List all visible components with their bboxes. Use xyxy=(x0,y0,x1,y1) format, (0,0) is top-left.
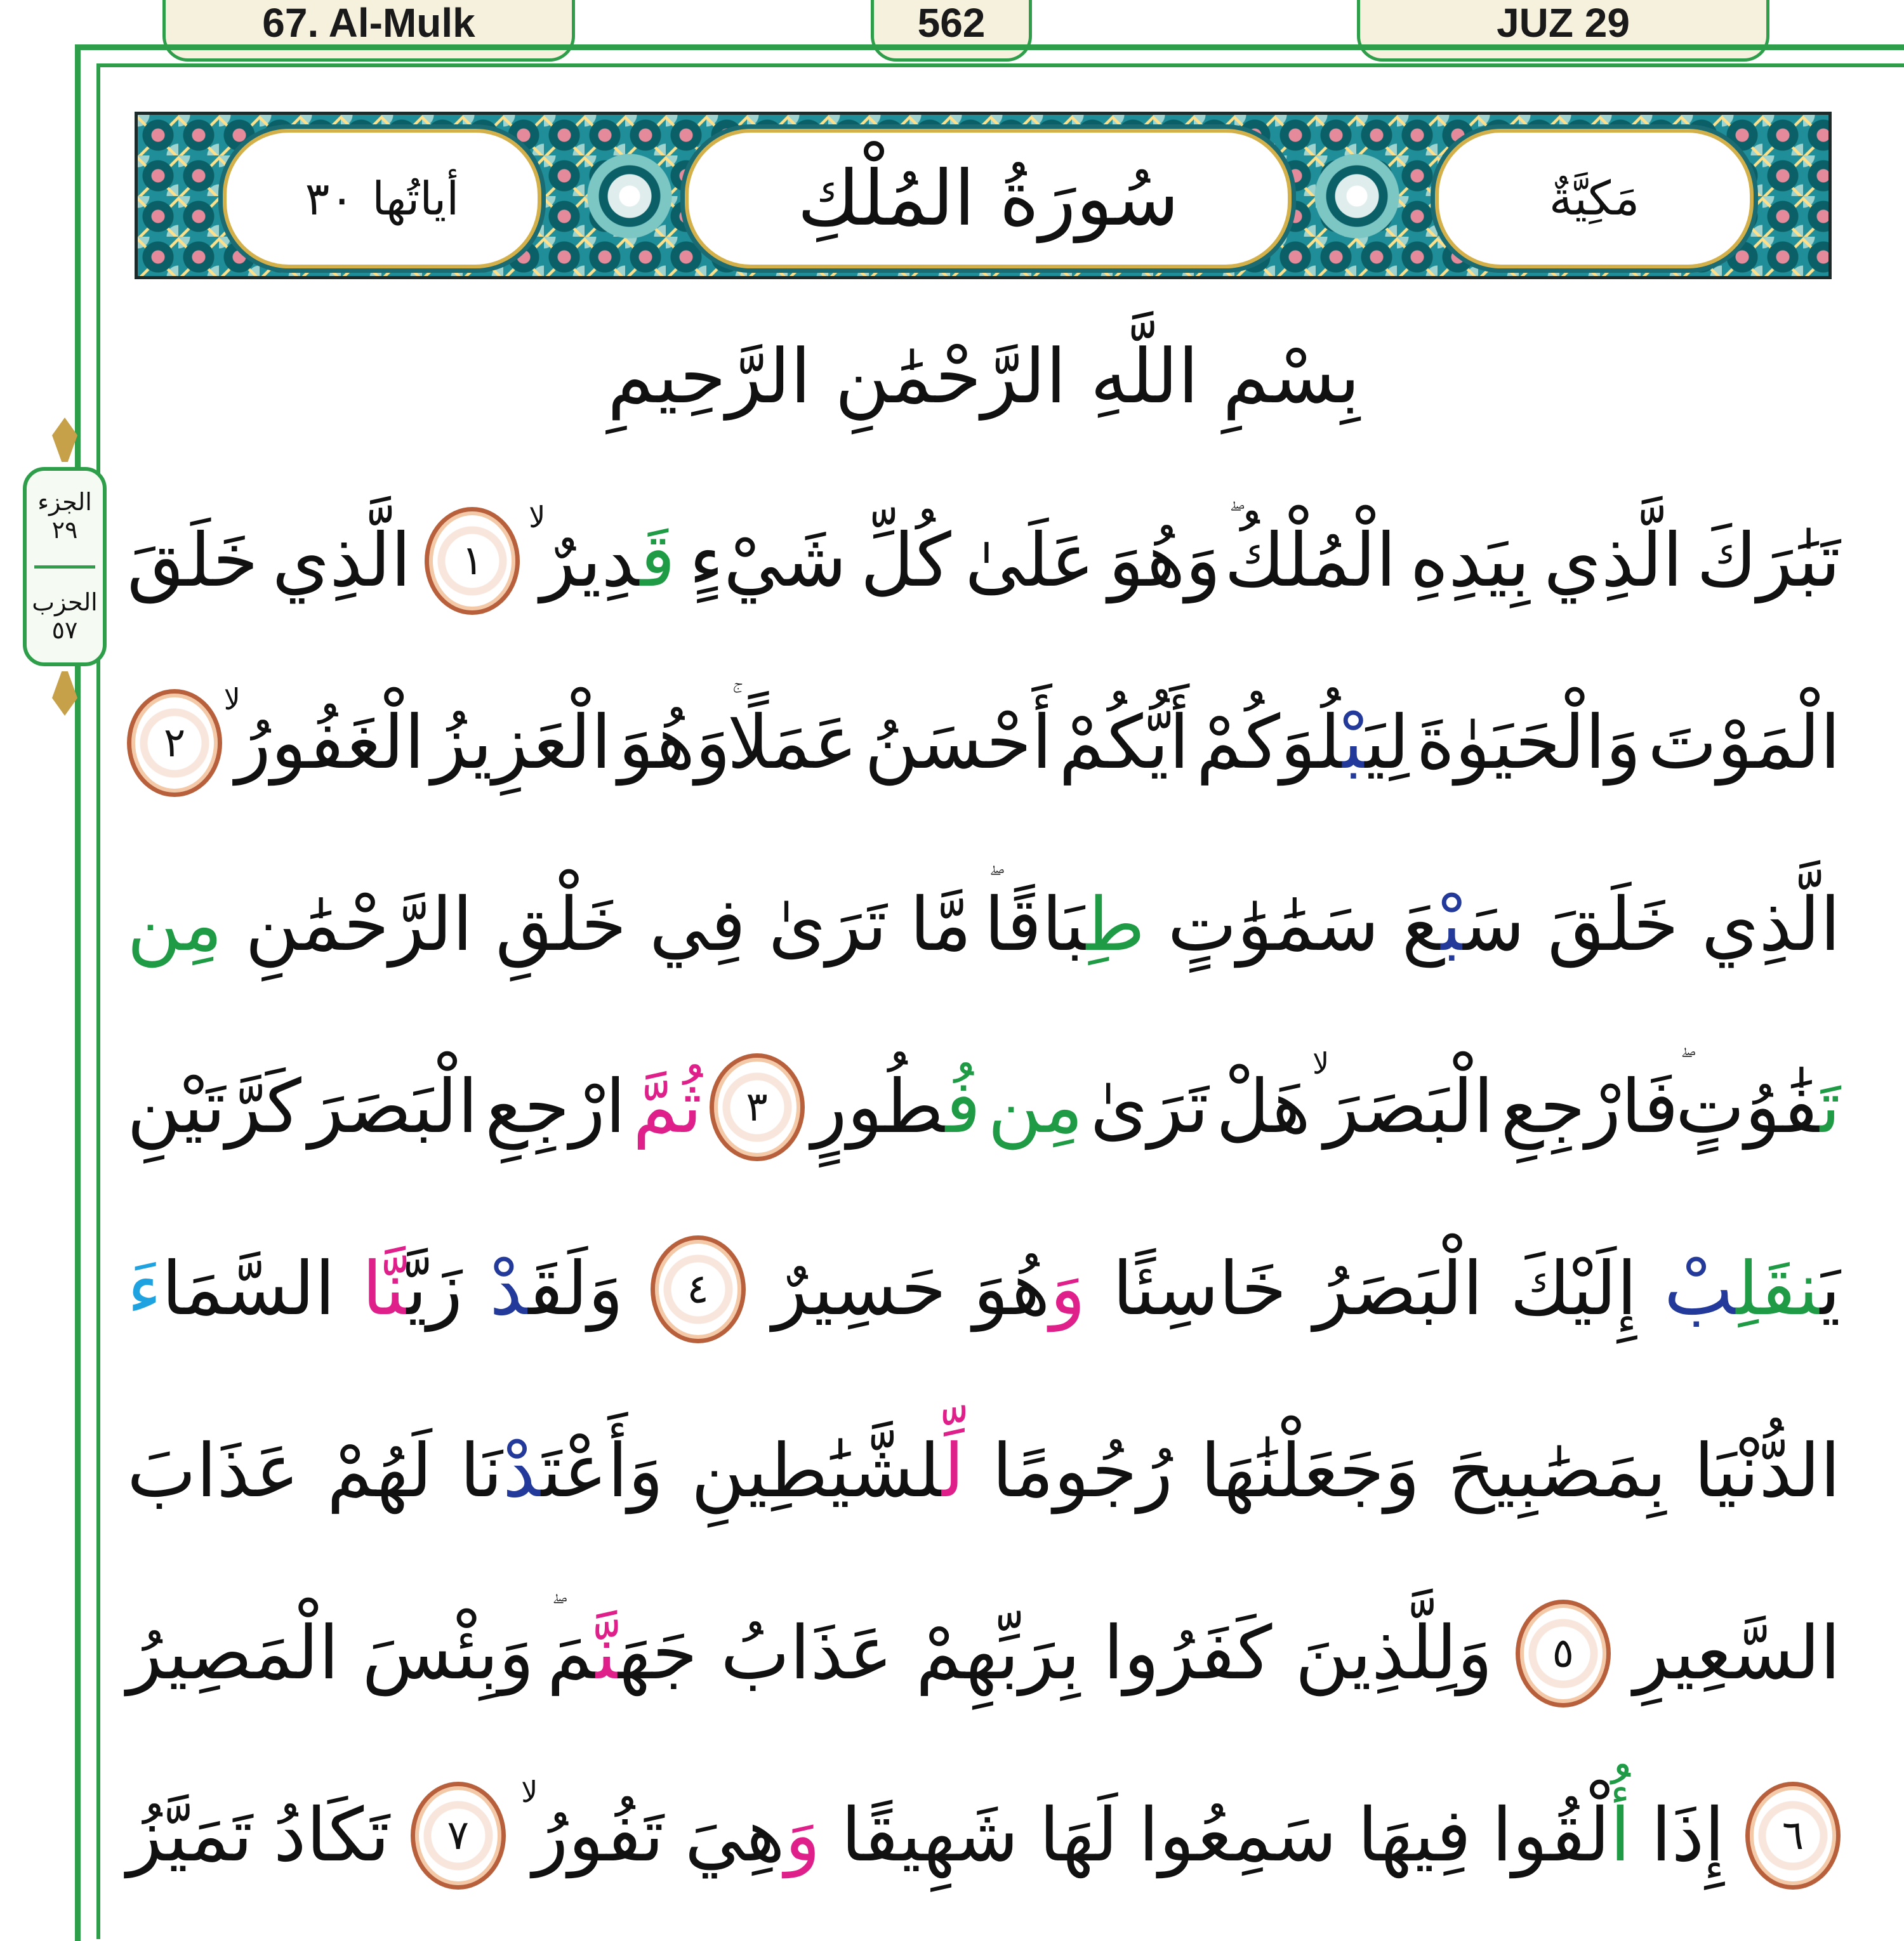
word: الْبَصَرَ xyxy=(308,1064,479,1150)
ayah-number-marker: ٢ xyxy=(127,689,222,797)
verse-line-5 xyxy=(127,1198,1841,1380)
basmala: بِسْمِ اللَّهِ الرَّحْمَٰنِ الرَّحِيمِ xyxy=(607,332,1360,420)
word: لِّلشَّيَٰطِينِ xyxy=(691,1428,965,1514)
word: تَكَادُ xyxy=(273,1793,390,1878)
word: مِن xyxy=(988,1064,1083,1150)
banner-medallion-right-icon xyxy=(1309,145,1405,247)
verse-line-7 xyxy=(127,1562,1841,1744)
pause-mark: لا xyxy=(1312,1046,1330,1081)
word: السَّعِيرِ xyxy=(1633,1610,1841,1696)
side-juz-label: الجزء xyxy=(37,488,92,517)
word: لَهُمْ xyxy=(326,1428,432,1514)
word: وَلِلَّذِينَ xyxy=(1295,1610,1493,1696)
surah-banner xyxy=(135,112,1832,279)
side-juz-number: ٢٩ xyxy=(51,516,78,544)
word: طِبَاقًا xyxy=(984,882,1146,968)
word: وَالْحَيَوٰةَ xyxy=(1416,700,1641,786)
word: شَهِيقًا xyxy=(841,1793,1019,1878)
revelation-type-label: مَكِيَّةٌ xyxy=(1549,171,1640,226)
word: بِيَدِهِ xyxy=(1410,518,1530,603)
word: إِذَا xyxy=(1651,1793,1725,1878)
word: أَيُّكُمْ xyxy=(1059,700,1190,786)
word: الْبَصَرُ xyxy=(1313,1246,1483,1332)
word: رُجُومًا xyxy=(991,1428,1173,1514)
word: وَلَقَدْ xyxy=(489,1246,624,1332)
word: سَمَٰوَٰتٍ xyxy=(1167,882,1380,968)
ayah-number-marker: ٥ xyxy=(1516,1600,1611,1707)
word: مَّا xyxy=(909,882,972,968)
word: بِرَبِّهِمْ xyxy=(915,1610,1081,1696)
word: جَهَنَّمَ xyxy=(546,1610,698,1696)
side-hizb-label: الحزب xyxy=(32,588,98,617)
word: الدُّنْيَا xyxy=(1693,1428,1841,1514)
word: تَبَٰرَكَ xyxy=(1696,518,1841,603)
ornament-bottom-icon xyxy=(52,671,77,716)
pause-mark: لا xyxy=(521,1775,538,1809)
word: تَفَٰوُتٍ xyxy=(1675,1064,1841,1150)
ayah-number-marker: ٧ xyxy=(411,1782,506,1890)
ayat-count-cartouche xyxy=(223,129,541,268)
word: الرَّحْمَٰنِ xyxy=(245,882,473,968)
word: هَلْ xyxy=(1215,1064,1311,1150)
word: ثُمَّ xyxy=(632,1064,703,1150)
word: فُطُورٍ xyxy=(811,1064,981,1150)
word: السَّمَاءَ xyxy=(127,1246,336,1332)
word: عَذَابُ xyxy=(720,1610,893,1696)
verse-line-1 xyxy=(127,470,1841,652)
ornament-top-icon xyxy=(52,418,77,462)
word: خَلَقَ xyxy=(127,518,258,603)
word: سَبْعَ xyxy=(1401,882,1525,968)
word: قَدِيرٌ$^{لا}$ xyxy=(529,500,675,603)
ayah-number-marker: ١ xyxy=(425,507,520,615)
surah-title: سُورَةُ المُلْكِ xyxy=(797,154,1179,243)
word: عَذَابَ xyxy=(127,1428,300,1514)
word: لَهَا xyxy=(1039,1793,1118,1878)
pause-mark: لا xyxy=(529,500,546,534)
banner-medallion-left-icon xyxy=(582,145,677,247)
word: الْمَصِيرُ xyxy=(127,1610,340,1696)
word: عَلَىٰ xyxy=(965,518,1095,603)
ayah-number-marker: ٦ xyxy=(1745,1782,1841,1890)
surah-title-cartouche xyxy=(685,129,1292,268)
word: الْغَفُورُ$^{لا}$ xyxy=(223,682,425,786)
side-divider xyxy=(34,565,95,569)
verse-line-4 xyxy=(127,1016,1841,1198)
word: كَفَرُوا xyxy=(1103,1610,1273,1696)
verse-line-6 xyxy=(127,1380,1841,1562)
word: سَمِعُوا xyxy=(1138,1793,1337,1878)
word: لِيَبْلُوَكُمْ xyxy=(1196,700,1410,786)
juz-hizb-box xyxy=(23,467,107,666)
word: تَمَيَّزُ xyxy=(127,1793,253,1878)
word: عَمَلًا xyxy=(727,700,858,786)
pause-mark: لا xyxy=(223,682,241,716)
word: كَرَّتَيْنِ xyxy=(127,1064,301,1150)
word: وَبِئْسَ xyxy=(362,1610,534,1696)
word: أَحْسَنُ xyxy=(864,700,1052,786)
verse-line-2 xyxy=(127,652,1841,834)
word: فِي xyxy=(649,882,746,968)
word: وَهُوَ xyxy=(1108,518,1221,603)
juz-hizb-marker xyxy=(18,418,112,716)
word: الْمَوْتَ xyxy=(1648,700,1841,786)
word: الَّذِي xyxy=(1701,882,1841,968)
word: ارْجِعِ xyxy=(485,1064,626,1150)
verse-line-8 xyxy=(127,1744,1841,1926)
word: يَنقَلِبْ xyxy=(1663,1246,1841,1332)
juz-label: JUZ 29 xyxy=(1497,0,1630,46)
word: الْعَزِيزُ xyxy=(431,700,612,786)
verse-line-3 xyxy=(127,834,1841,1016)
word: حَسِيرٌ xyxy=(772,1246,947,1332)
page-number-label: 562 xyxy=(917,0,986,46)
word: تَرَىٰ xyxy=(768,882,887,968)
word: وَهُوَ xyxy=(618,700,731,786)
word: كُلِّ xyxy=(860,518,951,603)
side-hizb-number: ٥٧ xyxy=(51,615,78,644)
word: فَارْجِعِ xyxy=(1500,1064,1679,1150)
ayah-number-marker: ٤ xyxy=(651,1235,746,1343)
ayat-count: ٣٠ xyxy=(305,172,355,225)
word: إِلَيْكَ xyxy=(1510,1246,1637,1332)
word: أُلْقُوا xyxy=(1491,1793,1630,1878)
word: وَهُوَ xyxy=(973,1246,1086,1332)
word: تَفُورُ$^{لا}$ xyxy=(521,1775,664,1878)
word: خَلْقِ xyxy=(495,882,627,968)
word: الَّذِي xyxy=(272,518,411,603)
word: الْمُلْكُ xyxy=(1224,518,1396,603)
word: بِمَصَٰبِيحَ xyxy=(1447,1428,1667,1514)
word: مِن xyxy=(127,882,223,968)
word: وَأَعْتَدْنَا xyxy=(459,1428,664,1514)
revelation-type-cartouche xyxy=(1435,129,1754,268)
surah-name-label: 67. Al-Mulk xyxy=(262,0,475,46)
word: تَرَىٰ xyxy=(1090,1064,1209,1150)
word: الْبَصَرَ$^{لا}$ xyxy=(1312,1046,1494,1150)
ayah-number-marker: ٣ xyxy=(710,1053,805,1161)
word: فِيهَا xyxy=(1357,1793,1472,1878)
word: وَهِيَ xyxy=(684,1793,821,1878)
word: شَيْءٍ xyxy=(689,518,847,603)
verse-text-block xyxy=(127,470,1841,1926)
word: زَيَّنَّا xyxy=(362,1246,463,1332)
word: وَجَعَلْنَٰهَا xyxy=(1200,1428,1420,1514)
word: خَلَقَ xyxy=(1547,882,1679,968)
word: الَّذِي xyxy=(1544,518,1683,603)
word: خَاسِئًا xyxy=(1112,1246,1287,1332)
ayat-label: أياتُها xyxy=(372,172,459,225)
